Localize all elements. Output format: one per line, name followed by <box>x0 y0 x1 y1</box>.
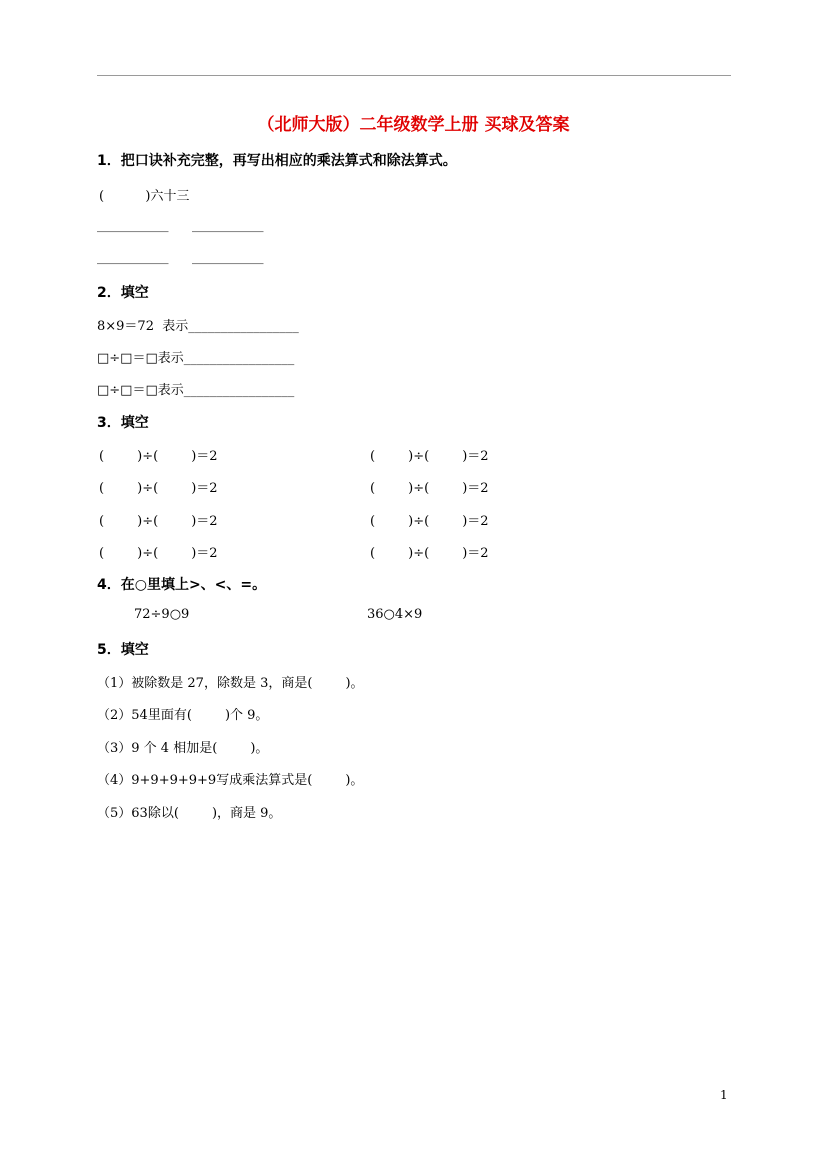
q3-item: ( )÷( )＝2 <box>370 449 489 464</box>
q5-item-2: （2）54里面有( )个 9。 <box>97 708 269 723</box>
q3-item: ( )÷( )＝2 <box>370 481 489 496</box>
q3-heading: 3．填空 <box>97 415 149 431</box>
q3-item: ( )÷( )＝2 <box>370 546 489 561</box>
page-title: （北师大版）二年级数学上册 买球及答案 <box>257 115 570 135</box>
q3-item: ( )÷( )＝2 <box>99 449 218 464</box>
q1-blank: ___________ <box>192 218 264 233</box>
q4-right-compare: 36○4×9 <box>367 607 423 622</box>
q4-left-compare: 72÷9○9 <box>134 607 190 622</box>
q3-item: ( )÷( )＝2 <box>99 481 218 496</box>
q2-heading: 2．填空 <box>97 285 149 301</box>
q1-blank: ___________ <box>97 250 169 265</box>
q5-item-5: （5）63除以( )，商是 9。 <box>97 806 282 821</box>
q1-blank: ___________ <box>97 218 169 233</box>
q2-line1: 8×9＝72 表示_________________ <box>97 319 299 334</box>
q5-item-3: （3）9 个 4 相加是( )。 <box>97 741 269 756</box>
page-number: 1 <box>720 1088 728 1102</box>
q2-line3: □÷□＝□表示_________________ <box>97 383 295 398</box>
q5-item-1: （1）被除数是 27，除数是 3，商是( )。 <box>97 676 364 691</box>
q5-item-4: （4）9+9+9+9+9写成乘法算式是( )。 <box>97 773 364 788</box>
header-rule <box>97 75 731 76</box>
q1-blank: ___________ <box>192 250 264 265</box>
q3-item: ( )÷( )＝2 <box>99 546 218 561</box>
q2-line2: □÷□＝□表示_________________ <box>97 351 295 366</box>
q3-item: ( )÷( )＝2 <box>370 514 489 529</box>
q3-item: ( )÷( )＝2 <box>99 514 218 529</box>
q1-line1: ( )六十三 <box>99 189 190 204</box>
q5-heading: 5．填空 <box>97 642 149 658</box>
q4-heading: 4．在○里填上>、<、=。 <box>97 577 267 593</box>
q1-heading: 1．把口诀补充完整，再写出相应的乘法算式和除法算式。 <box>97 153 457 169</box>
